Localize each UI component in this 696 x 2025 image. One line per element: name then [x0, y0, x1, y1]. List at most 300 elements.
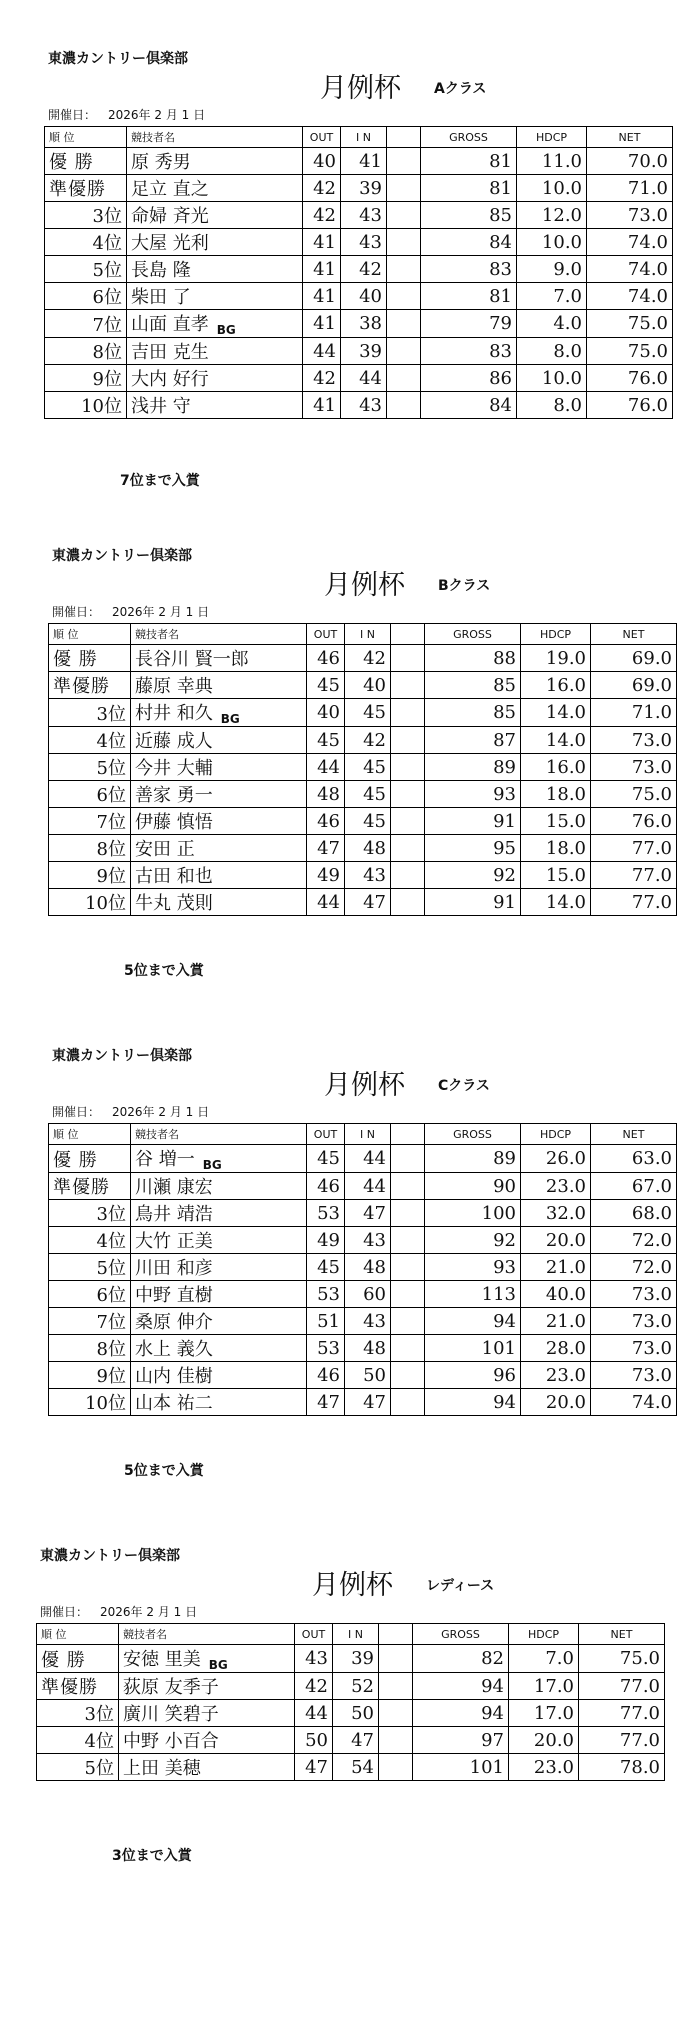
player-name: 安田 正 — [135, 839, 195, 860]
table-header-row — [49, 1124, 677, 1145]
hdcp-cell: 10.0 — [517, 365, 587, 392]
in-score-cell: 42 — [345, 645, 391, 672]
in-score-cell: 43 — [341, 392, 387, 419]
net-score-cell: 76.0 — [591, 808, 677, 835]
player-name-cell — [131, 781, 307, 808]
prize-note: 5位まで入賞 — [124, 963, 204, 979]
gross-score-cell: 101 — [413, 1754, 509, 1781]
table-row — [37, 1645, 665, 1673]
table-row — [45, 148, 673, 175]
rank-cell: 優 勝 — [37, 1645, 119, 1673]
header-blank — [391, 624, 425, 645]
gross-score-cell: 83 — [421, 256, 517, 283]
blank-cell — [379, 1673, 413, 1700]
blank-cell — [379, 1727, 413, 1754]
out-score-cell: 46 — [307, 808, 345, 835]
rank-cell: 6位 — [49, 1281, 131, 1308]
blank-cell — [391, 1173, 425, 1200]
in-score-cell: 45 — [345, 754, 391, 781]
header-gross: GROSS — [425, 624, 521, 645]
player-name-cell — [131, 699, 307, 727]
player-name-cell — [127, 365, 303, 392]
blank-cell — [379, 1700, 413, 1727]
header-name: 競技者名 — [131, 1124, 307, 1145]
club-name: 東濃カントリー倶楽部 — [52, 548, 192, 564]
blank-cell — [391, 889, 425, 916]
net-score-cell: 63.0 — [591, 1145, 677, 1173]
gross-score-cell: 89 — [425, 1145, 521, 1173]
blank-cell — [391, 1308, 425, 1335]
hdcp-cell: 8.0 — [517, 338, 587, 365]
header-net: NET — [591, 1124, 677, 1145]
player-name: 長島 隆 — [131, 260, 191, 281]
player-name: 大内 好行 — [131, 369, 209, 390]
competition-title: 月例杯 — [320, 73, 401, 104]
rank-cell: 8位 — [49, 1335, 131, 1362]
hdcp-cell: 20.0 — [509, 1727, 579, 1754]
in-score-cell: 48 — [345, 1254, 391, 1281]
rank-cell: 9位 — [45, 365, 127, 392]
header-rank: 順 位 — [37, 1624, 119, 1645]
player-name-cell — [127, 256, 303, 283]
in-score-cell: 39 — [341, 338, 387, 365]
hdcp-cell: 11.0 — [517, 148, 587, 175]
rank-cell: 7位 — [49, 1308, 131, 1335]
table-row — [49, 1227, 677, 1254]
hdcp-cell: 21.0 — [521, 1254, 591, 1281]
table-row — [49, 699, 677, 727]
out-score-cell: 42 — [303, 365, 341, 392]
net-score-cell: 67.0 — [591, 1173, 677, 1200]
player-name: 川瀬 康宏 — [135, 1177, 213, 1198]
header-hdcp: HDCP — [509, 1624, 579, 1645]
player-name-cell — [127, 283, 303, 310]
blank-cell — [391, 1389, 425, 1416]
blank-cell — [387, 392, 421, 419]
blank-cell — [391, 1145, 425, 1173]
player-name-cell — [131, 1254, 307, 1281]
player-name: 伊藤 慎悟 — [135, 812, 213, 833]
out-score-cell: 41 — [303, 310, 341, 338]
in-score-cell: 41 — [341, 148, 387, 175]
player-name-cell — [131, 1145, 307, 1173]
player-name: 川田 和彦 — [135, 1258, 213, 1279]
player-name-cell — [131, 727, 307, 754]
table-row — [49, 1145, 677, 1173]
out-score-cell: 41 — [303, 392, 341, 419]
rank-cell: 優 勝 — [45, 148, 127, 175]
date-value: 2026年 2 月 1 日 — [108, 108, 206, 122]
out-score-cell: 46 — [307, 1362, 345, 1389]
in-score-cell: 38 — [341, 310, 387, 338]
gross-score-cell: 93 — [425, 781, 521, 808]
in-score-cell: 43 — [341, 202, 387, 229]
prize-note: 7位まで入賞 — [120, 473, 200, 489]
hdcp-cell: 23.0 — [521, 1173, 591, 1200]
results-table — [44, 126, 673, 419]
class-label: Aクラス — [434, 81, 487, 97]
in-score-cell: 44 — [345, 1173, 391, 1200]
player-name-cell — [119, 1673, 295, 1700]
results-section — [44, 48, 684, 488]
player-name-cell — [131, 1335, 307, 1362]
gross-score-cell: 93 — [425, 1254, 521, 1281]
player-name: 安徳 里美 — [123, 1649, 201, 1670]
blank-cell — [391, 727, 425, 754]
date-value: 2026年 2 月 1 日 — [100, 1605, 198, 1619]
player-name: 吉田 克生 — [131, 342, 209, 363]
out-score-cell: 50 — [295, 1727, 333, 1754]
table-header-row — [37, 1624, 665, 1645]
best-gross-badge: BG — [216, 323, 236, 337]
hdcp-cell: 15.0 — [521, 862, 591, 889]
gross-score-cell: 87 — [425, 727, 521, 754]
rank-cell: 5位 — [45, 256, 127, 283]
out-score-cell: 46 — [307, 1173, 345, 1200]
gross-score-cell: 88 — [425, 645, 521, 672]
player-name-cell — [131, 672, 307, 699]
net-score-cell: 71.0 — [591, 699, 677, 727]
net-score-cell: 76.0 — [587, 392, 673, 419]
blank-cell — [391, 835, 425, 862]
competition-title: 月例杯 — [324, 1070, 405, 1101]
net-score-cell: 73.0 — [591, 1362, 677, 1389]
competition-title: 月例杯 — [312, 1570, 393, 1601]
player-name: 善家 勇一 — [135, 785, 213, 806]
header-name: 競技者名 — [119, 1624, 295, 1645]
player-name-cell — [131, 1281, 307, 1308]
in-score-cell: 45 — [345, 781, 391, 808]
player-name-cell — [127, 229, 303, 256]
table-row — [37, 1727, 665, 1754]
out-score-cell: 41 — [303, 283, 341, 310]
gross-score-cell: 101 — [425, 1335, 521, 1362]
blank-cell — [391, 1200, 425, 1227]
out-score-cell: 44 — [295, 1700, 333, 1727]
blank-cell — [387, 338, 421, 365]
rank-cell: 3位 — [45, 202, 127, 229]
blank-cell — [387, 229, 421, 256]
event-date — [52, 603, 209, 620]
header-out: OUT — [307, 1124, 345, 1145]
gross-score-cell: 91 — [425, 808, 521, 835]
best-gross-badge: BG — [220, 712, 240, 726]
table-row — [45, 256, 673, 283]
rank-cell: 4位 — [37, 1727, 119, 1754]
hdcp-cell: 32.0 — [521, 1200, 591, 1227]
player-name: 廣川 笑碧子 — [123, 1704, 219, 1725]
blank-cell — [387, 202, 421, 229]
table-row — [45, 283, 673, 310]
table-row — [49, 754, 677, 781]
player-name: 中野 直樹 — [135, 1285, 213, 1306]
out-score-cell: 42 — [303, 202, 341, 229]
table-row — [45, 392, 673, 419]
in-score-cell: 44 — [341, 365, 387, 392]
class-label: Cクラス — [438, 1078, 490, 1094]
table-header-row — [49, 624, 677, 645]
date-label: 開催日： — [52, 605, 101, 619]
player-name-cell — [131, 645, 307, 672]
gross-score-cell: 91 — [425, 889, 521, 916]
table-row — [49, 1173, 677, 1200]
gross-score-cell: 82 — [413, 1645, 509, 1673]
player-name-cell — [127, 392, 303, 419]
event-date — [52, 1103, 209, 1120]
club-name: 東濃カントリー倶楽部 — [52, 1048, 192, 1064]
out-score-cell: 42 — [295, 1673, 333, 1700]
blank-cell — [391, 699, 425, 727]
rank-cell: 4位 — [49, 1227, 131, 1254]
net-score-cell: 74.0 — [587, 283, 673, 310]
header-hdcp: HDCP — [517, 127, 587, 148]
out-score-cell: 45 — [307, 672, 345, 699]
out-score-cell: 45 — [307, 1145, 345, 1173]
in-score-cell: 45 — [345, 699, 391, 727]
club-name: 東濃カントリー倶楽部 — [48, 51, 188, 67]
gross-score-cell: 85 — [425, 672, 521, 699]
rank-cell: 8位 — [49, 835, 131, 862]
player-name: 長谷川 賢一郎 — [135, 649, 249, 670]
hdcp-cell: 17.0 — [509, 1700, 579, 1727]
date-value: 2026年 2 月 1 日 — [112, 1105, 210, 1119]
player-name-cell — [131, 1389, 307, 1416]
player-name: 鳥井 靖浩 — [135, 1204, 213, 1225]
out-score-cell: 43 — [295, 1645, 333, 1673]
player-name-cell — [131, 808, 307, 835]
player-name: 命婦 斉光 — [131, 206, 209, 227]
header-rank: 順 位 — [49, 624, 131, 645]
out-score-cell: 46 — [307, 645, 345, 672]
player-name: 上田 美穂 — [123, 1758, 201, 1779]
hdcp-cell: 23.0 — [509, 1754, 579, 1781]
results-table — [36, 1623, 665, 1781]
net-score-cell: 71.0 — [587, 175, 673, 202]
hdcp-cell: 7.0 — [509, 1645, 579, 1673]
rank-cell: 5位 — [49, 754, 131, 781]
table-row — [49, 1335, 677, 1362]
table-row — [49, 889, 677, 916]
hdcp-cell: 16.0 — [521, 754, 591, 781]
hdcp-cell: 40.0 — [521, 1281, 591, 1308]
rank-cell: 4位 — [49, 727, 131, 754]
table-row — [49, 835, 677, 862]
net-score-cell: 77.0 — [579, 1673, 665, 1700]
table-row — [45, 202, 673, 229]
gross-score-cell: 97 — [413, 1727, 509, 1754]
rank-cell: 準優勝 — [49, 672, 131, 699]
rank-cell: 5位 — [49, 1254, 131, 1281]
out-score-cell: 47 — [295, 1754, 333, 1781]
gross-score-cell: 94 — [413, 1700, 509, 1727]
rank-cell: 準優勝 — [45, 175, 127, 202]
net-score-cell: 76.0 — [587, 365, 673, 392]
player-name-cell — [127, 148, 303, 175]
player-name: 水上 義久 — [135, 1339, 213, 1360]
player-name-cell — [131, 754, 307, 781]
hdcp-cell: 16.0 — [521, 672, 591, 699]
in-score-cell: 50 — [333, 1700, 379, 1727]
net-score-cell: 72.0 — [591, 1254, 677, 1281]
blank-cell — [391, 672, 425, 699]
rank-cell: 4位 — [45, 229, 127, 256]
net-score-cell: 70.0 — [587, 148, 673, 175]
hdcp-cell: 8.0 — [517, 392, 587, 419]
blank-cell — [387, 365, 421, 392]
rank-cell: 9位 — [49, 862, 131, 889]
blank-cell — [391, 1362, 425, 1389]
out-score-cell: 44 — [307, 889, 345, 916]
out-score-cell: 49 — [307, 1227, 345, 1254]
blank-cell — [391, 781, 425, 808]
player-name: 荻原 友季子 — [123, 1677, 219, 1698]
rank-cell: 6位 — [49, 781, 131, 808]
out-score-cell: 42 — [303, 175, 341, 202]
blank-cell — [387, 256, 421, 283]
hdcp-cell: 28.0 — [521, 1335, 591, 1362]
gross-score-cell: 85 — [425, 699, 521, 727]
rank-cell: 10位 — [49, 1389, 131, 1416]
header-name: 競技者名 — [127, 127, 303, 148]
blank-cell — [387, 175, 421, 202]
hdcp-cell: 20.0 — [521, 1389, 591, 1416]
gross-score-cell: 89 — [425, 754, 521, 781]
table-row — [49, 1362, 677, 1389]
player-name-cell — [131, 1227, 307, 1254]
blank-cell — [391, 862, 425, 889]
gross-score-cell: 83 — [421, 338, 517, 365]
header-name: 競技者名 — [131, 624, 307, 645]
gross-score-cell: 113 — [425, 1281, 521, 1308]
date-label: 開催日： — [48, 108, 97, 122]
blank-cell — [387, 283, 421, 310]
in-score-cell: 43 — [345, 862, 391, 889]
results-table — [48, 1123, 677, 1416]
gross-score-cell: 81 — [421, 148, 517, 175]
gross-score-cell: 90 — [425, 1173, 521, 1200]
in-score-cell: 54 — [333, 1754, 379, 1781]
player-name: 浅井 守 — [131, 396, 191, 417]
rank-cell: 7位 — [45, 310, 127, 338]
net-score-cell: 77.0 — [591, 889, 677, 916]
header-net: NET — [587, 127, 673, 148]
rank-cell: 3位 — [49, 699, 131, 727]
in-score-cell: 40 — [345, 672, 391, 699]
player-name-cell — [119, 1727, 295, 1754]
player-name: 牛丸 茂則 — [135, 893, 213, 914]
blank-cell — [387, 310, 421, 338]
table-row — [37, 1754, 665, 1781]
blank-cell — [391, 1227, 425, 1254]
gross-score-cell: 92 — [425, 1227, 521, 1254]
table-row — [49, 808, 677, 835]
hdcp-cell: 15.0 — [521, 808, 591, 835]
player-name: 村井 和久 — [135, 703, 213, 724]
player-name: 足立 直之 — [131, 179, 209, 200]
player-name: 今井 大輔 — [135, 758, 213, 779]
net-score-cell: 73.0 — [591, 727, 677, 754]
gross-score-cell: 81 — [421, 283, 517, 310]
hdcp-cell: 26.0 — [521, 1145, 591, 1173]
out-score-cell: 44 — [303, 338, 341, 365]
net-score-cell: 74.0 — [587, 229, 673, 256]
table-row — [49, 1281, 677, 1308]
table-row — [37, 1673, 665, 1700]
class-label: Bクラス — [438, 578, 491, 594]
net-score-cell: 73.0 — [591, 1281, 677, 1308]
net-score-cell: 77.0 — [579, 1700, 665, 1727]
in-score-cell: 42 — [341, 256, 387, 283]
out-score-cell: 44 — [307, 754, 345, 781]
player-name-cell — [131, 1308, 307, 1335]
out-score-cell: 48 — [307, 781, 345, 808]
net-score-cell: 73.0 — [591, 754, 677, 781]
hdcp-cell: 20.0 — [521, 1227, 591, 1254]
blank-cell — [391, 645, 425, 672]
gross-score-cell: 95 — [425, 835, 521, 862]
net-score-cell: 77.0 — [579, 1727, 665, 1754]
event-date — [40, 1603, 197, 1620]
blank-cell — [391, 1254, 425, 1281]
rank-cell: 優 勝 — [49, 1145, 131, 1173]
results-table — [48, 623, 677, 916]
out-score-cell: 41 — [303, 229, 341, 256]
blank-cell — [379, 1754, 413, 1781]
in-score-cell: 47 — [345, 889, 391, 916]
in-score-cell: 39 — [341, 175, 387, 202]
player-name: 近藤 成人 — [135, 731, 213, 752]
rank-cell: 10位 — [49, 889, 131, 916]
gross-score-cell: 94 — [413, 1673, 509, 1700]
event-date — [48, 106, 205, 123]
rank-cell: 9位 — [49, 1362, 131, 1389]
blank-cell — [391, 808, 425, 835]
in-score-cell: 48 — [345, 1335, 391, 1362]
table-row — [49, 1389, 677, 1416]
header-gross: GROSS — [421, 127, 517, 148]
rank-cell: 準優勝 — [37, 1673, 119, 1700]
gross-score-cell: 94 — [425, 1389, 521, 1416]
player-name-cell — [127, 338, 303, 365]
player-name-cell — [131, 835, 307, 862]
gross-score-cell: 96 — [425, 1362, 521, 1389]
in-score-cell: 44 — [345, 1145, 391, 1173]
hdcp-cell: 18.0 — [521, 835, 591, 862]
net-score-cell: 73.0 — [587, 202, 673, 229]
net-score-cell: 69.0 — [591, 672, 677, 699]
in-score-cell: 39 — [333, 1645, 379, 1673]
header-net: NET — [579, 1624, 665, 1645]
out-score-cell: 53 — [307, 1335, 345, 1362]
gross-score-cell: 94 — [425, 1308, 521, 1335]
out-score-cell: 53 — [307, 1281, 345, 1308]
player-name: 谷 増一 — [135, 1149, 195, 1170]
in-score-cell: 43 — [345, 1308, 391, 1335]
in-score-cell: 47 — [333, 1727, 379, 1754]
player-name-cell — [131, 889, 307, 916]
header-in: I N — [333, 1624, 379, 1645]
out-score-cell: 49 — [307, 862, 345, 889]
net-score-cell: 78.0 — [579, 1754, 665, 1781]
header-hdcp: HDCP — [521, 624, 591, 645]
player-name: 大屋 光利 — [131, 233, 209, 254]
hdcp-cell: 14.0 — [521, 699, 591, 727]
blank-cell — [391, 754, 425, 781]
in-score-cell: 52 — [333, 1673, 379, 1700]
in-score-cell: 40 — [341, 283, 387, 310]
in-score-cell: 47 — [345, 1389, 391, 1416]
gross-score-cell: 84 — [421, 392, 517, 419]
